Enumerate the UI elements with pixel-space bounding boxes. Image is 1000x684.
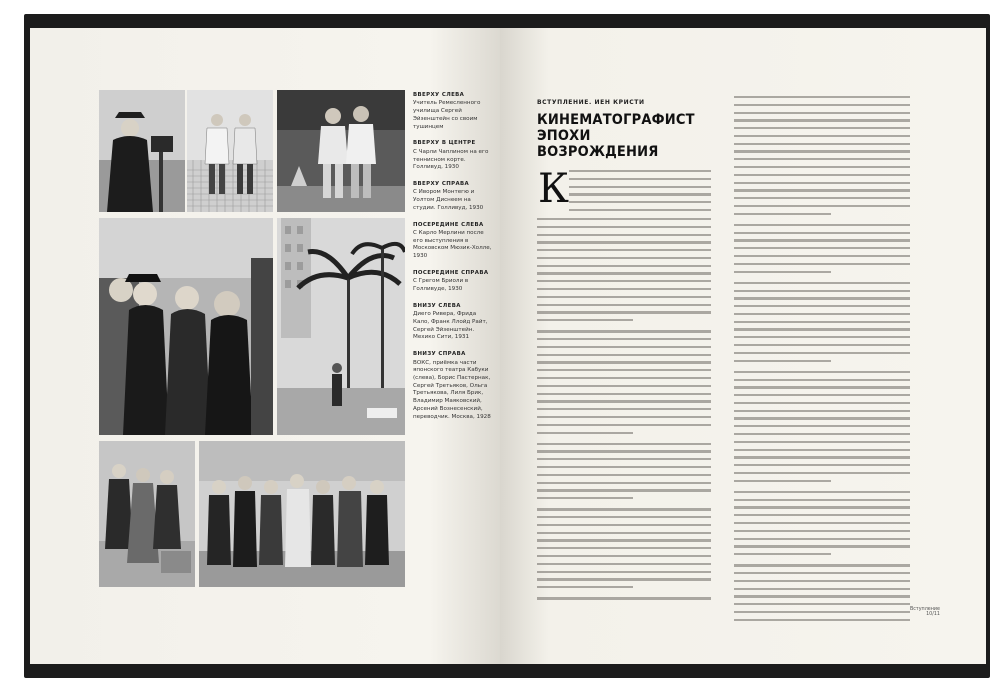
text-line [734,127,910,129]
text-line [537,571,711,573]
footer-section: Вступление [910,607,940,612]
text-line [734,247,910,249]
text-line [734,119,910,121]
text-line [537,516,711,518]
photo-bottom-left [99,441,195,587]
chapter-eyebrow: ВСТУПЛЕНИЕ. ИЕН КРИСТИ [537,99,645,106]
caption-1 [413,92,493,131]
text-line [537,489,711,491]
text-line [734,386,910,388]
text-line [734,224,910,226]
text-line [537,597,711,599]
text-line [537,408,711,410]
photo-middle-left [99,218,273,435]
text-line [537,346,711,348]
text-line [569,201,711,203]
text-line [734,595,910,597]
text-line [734,441,910,443]
text-line [537,385,711,387]
text-line [537,280,711,282]
text-line [734,530,910,532]
text-line [537,354,711,356]
text-line [734,433,910,435]
text-line [734,96,910,98]
text-line [537,272,711,274]
text-line [734,205,910,207]
text-line [569,209,711,211]
text-line [734,282,910,284]
caption-4 [413,222,493,261]
body-text-column-left [569,170,711,217]
text-line [734,371,910,373]
text-line [537,482,711,484]
text-line [734,603,910,605]
text-line [734,402,910,404]
text-line [537,508,711,510]
text-line [537,524,711,526]
photo-top-right [277,90,405,212]
caption-heading: ВНИЗУ СПРАВА [413,351,466,358]
text-line [569,170,711,172]
text-line [734,104,910,106]
text-line [537,458,711,460]
text-line [734,263,910,265]
text-line [734,232,910,234]
text-line [734,588,910,590]
caption-heading: ВВЕРХУ СПРАВА [413,180,470,187]
caption-text: С Грегом Бриоли в Голливуде, 1930 [413,278,469,293]
text-line [734,480,831,482]
body-text-column-left-lower [537,218,711,605]
text-line [734,538,910,540]
caption-text: Диего Ривера, Фрида Кало, Франк Ллойд Райт, Сергей Эйзенштейн. Мехико Сити, 1931 [413,311,488,341]
text-line [569,186,711,188]
caption-6 [413,303,493,342]
text-line [537,304,711,306]
text-line [537,443,711,445]
text-line [537,249,711,251]
text-line [734,189,910,191]
text-line [537,547,711,549]
text-line [734,491,910,493]
captions-column [413,92,493,430]
text-line [537,400,711,402]
text-line [734,305,910,307]
text-line [537,369,711,371]
text-line [734,135,910,137]
text-line [537,539,711,541]
page-footer [910,607,940,617]
caption-text: ВОКС, приёмка части японского театра Кабуки (слева), Борис Пастернак, Сергей Третьяков, Ольга Третьякова, Лиля Брик, Владимир Маяковский, Арсений Вознесенский, переводчик. Москва, 1928 [413,359,491,420]
text-line [537,393,711,395]
text-line [537,265,711,267]
text-line [734,360,831,362]
body-text-column-right [734,96,910,627]
text-line [537,424,711,426]
text-line [537,241,711,243]
text-line [734,271,831,273]
text-line [734,564,910,566]
text-line [537,532,711,534]
text-line [734,611,910,613]
photo-bottom-right [199,441,405,587]
caption-2 [413,140,493,172]
text-line [537,330,711,332]
caption-heading: ВНИЗУ СЛЕВА [413,302,461,309]
text-line [734,514,910,516]
text-line [537,497,633,499]
text-line [734,297,910,299]
text-line [734,213,831,215]
text-line [734,394,910,396]
text-line [537,257,711,259]
text-line [537,466,711,468]
text-line [734,425,910,427]
text-line [734,143,910,145]
caption-heading: ВВЕРХУ В ЦЕНТРЕ [413,140,476,147]
caption-text: С Чарли Чаплином на его теннисном корте. Голливуд, 1930 [413,148,489,171]
text-line [734,166,910,168]
text-line [734,174,910,176]
text-line [734,328,910,330]
caption-heading: ПОСЕРЕДИНЕ СЛЕВА [413,221,484,228]
text-line [537,311,711,313]
text-line [734,499,910,501]
text-line [734,112,910,114]
text-line [537,296,711,298]
text-line [734,506,910,508]
text-line [537,288,711,290]
caption-text: Учитель Ремесленного училища Сергей Эйзенштейн со своим тушинцем [413,100,481,130]
text-line [734,449,910,451]
text-line [569,193,711,195]
text-line [537,586,633,588]
text-line [734,344,910,346]
caption-heading: ВВЕРХУ СЛЕВА [413,92,465,98]
text-line [734,417,910,419]
text-line [537,319,633,321]
text-line [537,218,711,220]
text-line [537,377,711,379]
text-line [734,352,910,354]
caption-heading: ПОСЕРЕДИНЕ СПРАВА [413,269,489,276]
text-line [734,472,910,474]
text-line [734,545,910,547]
text-line [537,474,711,476]
photo-middle-right [277,218,405,435]
text-line [734,239,910,241]
photo-top-center [187,90,273,212]
text-line [734,255,910,257]
photo-top-left [99,90,185,212]
drop-cap: К [538,166,569,212]
text-line [537,555,711,557]
footer-page-numbers: 10/11 [926,612,940,617]
text-line [537,338,711,340]
text-line [734,464,910,466]
text-line [734,553,831,555]
caption-7 [413,351,493,421]
text-line [734,619,910,621]
text-line [734,379,910,381]
text-line [569,178,711,180]
text-line [734,197,910,199]
text-line [537,563,711,565]
caption-3 [413,181,493,213]
text-line [734,321,910,323]
text-line [537,234,711,236]
text-line [734,182,910,184]
text-line [734,456,910,458]
text-line [734,150,910,152]
text-line [537,578,711,580]
text-line [734,313,910,315]
caption-5 [413,270,493,294]
text-line [537,450,711,452]
text-line [537,226,711,228]
chapter-title: КИНЕМАТОГРАФИСТ ЭПОХИ ВОЗРОЖДЕНИЯ [537,112,695,161]
text-line [734,158,910,160]
text-line [734,580,910,582]
caption-text: С Карло Мерлини после его выступления в Московском Мюзик-Холле, 1930 [413,230,492,260]
text-line [537,432,633,434]
text-line [734,290,910,292]
text-line [537,361,711,363]
text-line [734,336,910,338]
text-line [734,410,910,412]
text-line [734,522,910,524]
text-line [537,416,711,418]
text-line [734,572,910,574]
caption-text: С Ивором Монтегю и Уолтом Диснеем на студии. Голливуд, 1930 [413,189,484,211]
